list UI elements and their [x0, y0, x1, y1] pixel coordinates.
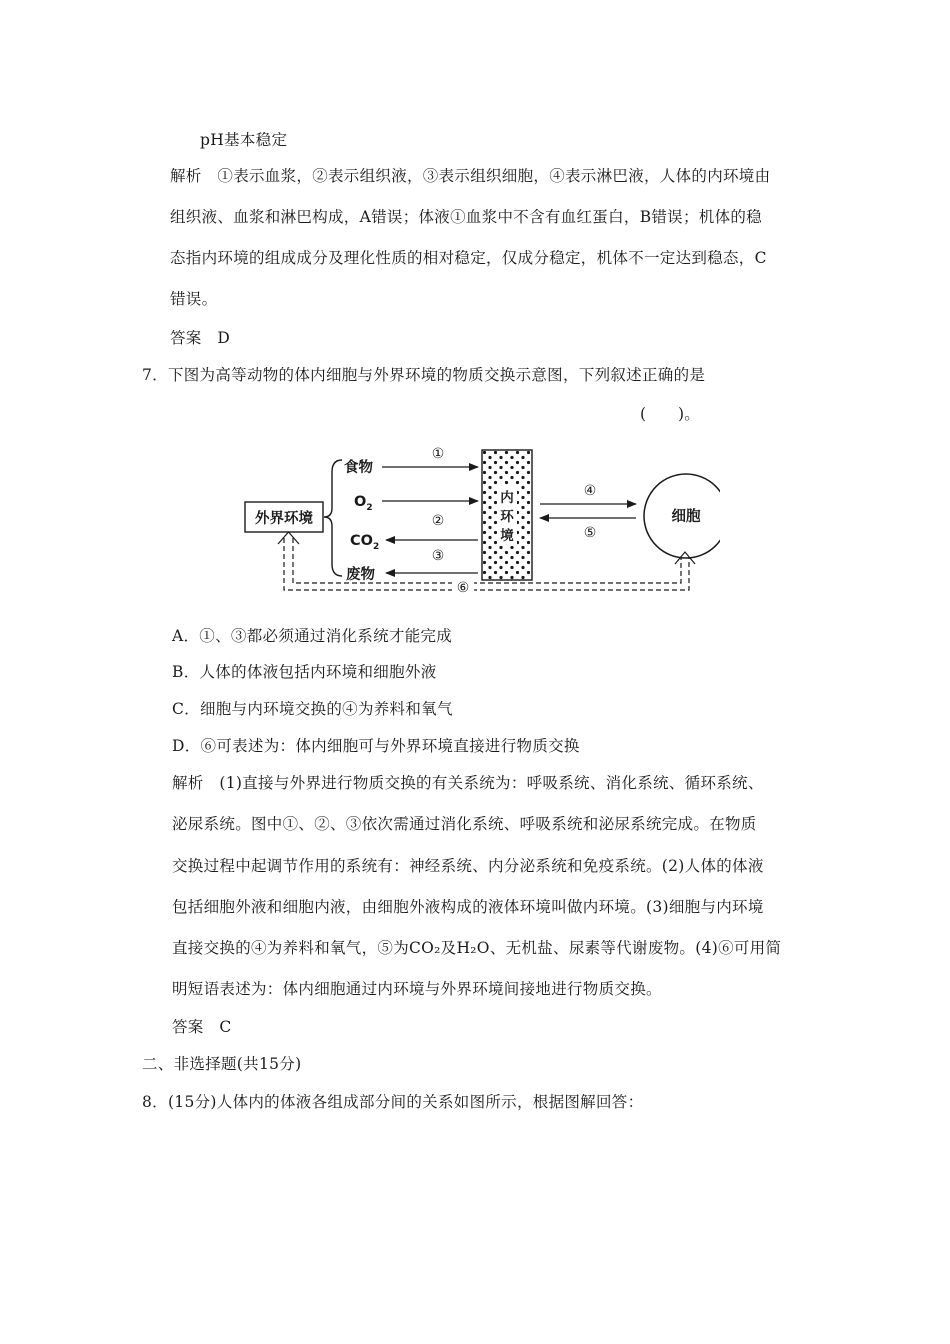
q6-analysis-line-3: 态指内环境的组成成分及理化性质的相对稳定，仅成分稳定，机体不一定达到稳态，C	[170, 249, 767, 267]
option-d: D．⑥可表述为：体内细胞可与外界环境直接进行物质交换	[172, 737, 580, 755]
ph-line: pH基本稳定	[200, 131, 288, 149]
option-c: C．细胞与内环境交换的④为养料和氧气	[172, 700, 453, 718]
exchange-diagram	[240, 430, 720, 605]
inner-env-char-1: 内	[500, 490, 514, 506]
section-2-heading: 二、非选择题(共15分)	[142, 1055, 302, 1073]
brace	[324, 460, 342, 576]
outside-label: 外界环境	[255, 511, 313, 527]
co2-label: $CO_2$	[350, 533, 380, 552]
cell-label: 细胞	[671, 509, 701, 525]
q8-stem: 8．(15分)人体内的体液各组成部分间的关系如图所示，根据图解回答：	[142, 1093, 644, 1111]
q7-analysis-line-3: 交换过程中起调节作用的系统有：神经系统、内分泌系统和免疫系统。(2)人体的体液	[172, 857, 764, 875]
q7-analysis-line-2: 泌尿系统。图中①、②、③依次需通过消化系统、呼吸系统和泌尿系统完成。在物质	[172, 815, 757, 833]
num-4: ④	[583, 483, 597, 499]
q7-answer: 答案 C	[172, 1018, 232, 1036]
o2-label: $O_2$	[354, 494, 373, 513]
waste-label: 废物	[346, 567, 375, 583]
num-3: ③	[431, 548, 445, 564]
dashed-arrowhead-left	[278, 532, 299, 544]
q7-stem: 7．下图为高等动物的体内细胞与外界环境的物质交换示意图，下列叙述正确的是	[142, 366, 706, 384]
q7-analysis-line-4: 包括细胞外液和细胞内液，由细胞外液构成的液体环境叫做内环境。(3)细胞与内环境	[172, 898, 764, 916]
q6-analysis-line-4: 错误。	[170, 290, 218, 308]
q7-analysis-line-6: 明短语表述为：体内细胞通过内环境与外界环境间接地进行物质交换。	[172, 980, 662, 998]
num-5: ⑤	[583, 525, 597, 541]
num-2: ②	[431, 513, 445, 529]
option-b: B．人体的体液包括内环境和细胞外液	[172, 663, 437, 681]
q7-analysis-line-5: 直接交换的④为养料和氧气，⑤为CO₂及H₂O、无机盐、尿素等代谢废物。(4)⑥可用简	[172, 939, 782, 957]
q7-blank: ( )。	[640, 405, 701, 423]
inner-env-char-2: 环	[500, 509, 514, 525]
num-6: ⑥	[456, 580, 470, 596]
inner-env-char-3: 境	[500, 528, 514, 544]
option-a: A．①、③都必须通过消化系统才能完成	[172, 627, 453, 645]
q6-analysis-line-2: 组织液、血浆和淋巴构成，A错误；体液①血浆中不含有血红蛋白，B错误；机体的稳	[170, 208, 762, 226]
q7-analysis-line-1: 解析 (1)直接与外界进行物质交换的有关系统为：呼吸系统、消化系统、循环系统、	[172, 774, 764, 792]
q6-answer: 答案 D	[170, 329, 231, 347]
q6-analysis-line-1: 解析 ①表示血浆，②表示组织液，③表示组织细胞，④表示淋巴液，人体的内环境由	[170, 167, 771, 185]
num-1: ①	[431, 446, 445, 462]
food-label: 食物	[344, 460, 373, 476]
